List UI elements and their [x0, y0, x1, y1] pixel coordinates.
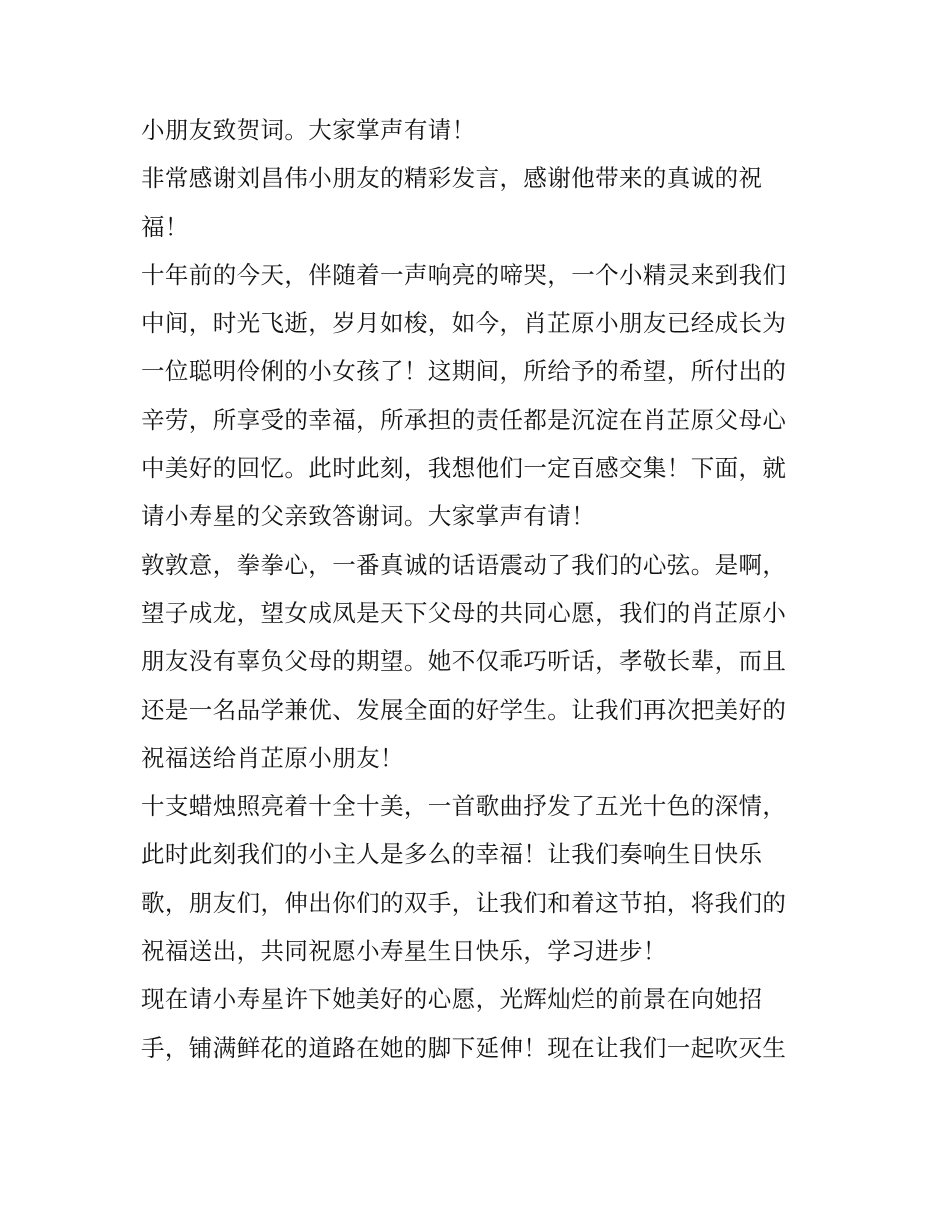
text-line: 祝福送出，共同祝愿小寿星生日快乐，学习进步！: [141, 937, 667, 966]
text-line: 祝福送给肖芷原小朋友！: [141, 743, 404, 772]
text-line: 非常感谢刘昌伟小朋友的精彩发言，感谢他带来的真诚的祝: [141, 164, 763, 193]
text-line: 十支蜡烛照亮着十全十美，一首歌曲抒发了五光十色的深情，: [141, 792, 787, 821]
text-line: 朋友没有辜负父母的期望。她不仅乖巧听话，孝敬长辈，而且: [141, 647, 787, 676]
text-line: 此时此刻我们的小主人是多么的幸福！让我们奏响生日快乐: [141, 840, 763, 869]
text-line: 中间，时光飞逝，岁月如梭，如今，肖芷原小朋友已经成长为: [141, 309, 787, 338]
text-line: 一位聪明伶俐的小女孩了！这期间，所给予的希望，所付出的: [141, 357, 787, 386]
text-line: 辛劳，所享受的幸福，所承担的责任都是沉淀在肖芷原父母心: [141, 405, 787, 434]
text-line: 福！: [141, 212, 189, 241]
text-line: 十年前的今天，伴随着一声响亮的啼哭，一个小精灵来到我们: [141, 260, 787, 289]
text-line: 歌，朋友们，伸出你们的双手，让我们和着这节拍，将我们的: [141, 888, 787, 917]
text-line: 现在请小寿星许下她美好的心愿，光辉灿烂的前景在向她招: [141, 985, 763, 1014]
text-line: 还是一名品学兼优、发展全面的好学生。让我们再次把美好的: [141, 695, 787, 724]
text-line: 小朋友致贺词。大家掌声有请！: [141, 116, 476, 144]
text-line: 中美好的回忆。此时此刻，我想他们一定百感交集！下面，就: [141, 454, 787, 483]
text-line: 请小寿星的父亲致答谢词。大家掌声有请！: [141, 502, 596, 531]
document-body: [141, 106, 813, 1072]
text-line: 望子成龙，望女成凤是天下父母的共同心愿，我们的肖芷原小: [141, 598, 787, 627]
text-line: 手，铺满鲜花的道路在她的脚下延伸！现在让我们一起吹灭生: [141, 1033, 787, 1062]
text-line: 敦敦意，拳拳心，一番真诚的话语震动了我们的心弦。是啊，: [141, 550, 787, 579]
